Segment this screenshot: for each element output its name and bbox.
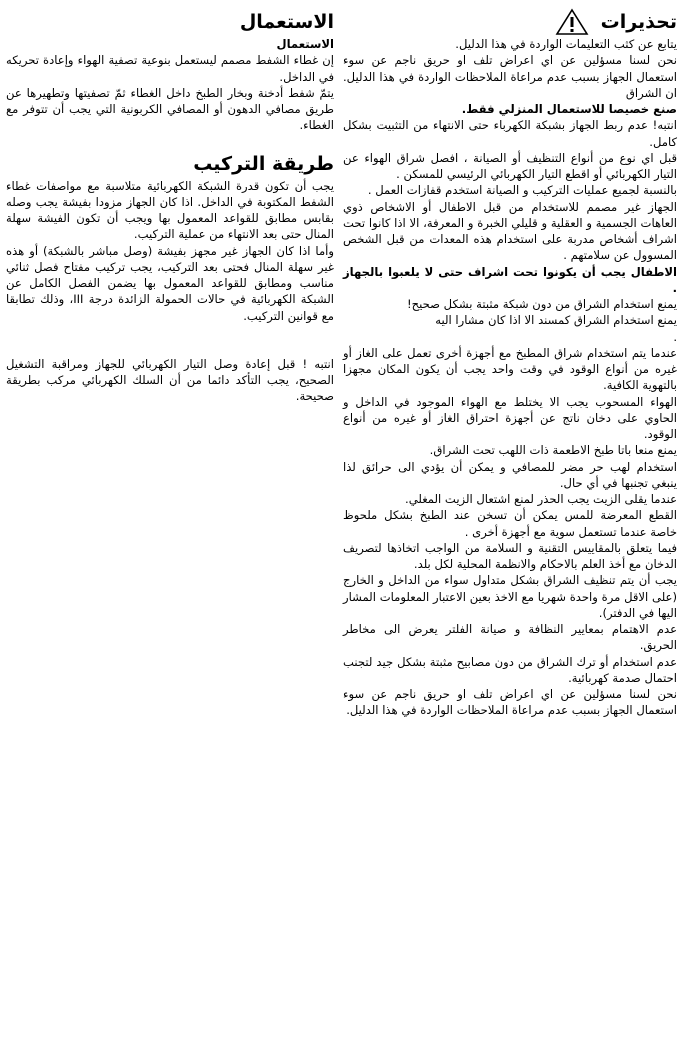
warnings-header: [343, 8, 677, 36]
warning-paragraph: يتابع عن كثب التعليمات الواردة في هذا الدليل.: [455, 37, 677, 51]
warning-paragraph: .: [673, 329, 677, 344]
warning-paragraph: عندما يقلى الزيت يجب الحذر لمنع اشتعال الزيت المغلي.: [405, 492, 677, 506]
warning-paragraph: نحن لسنا مسؤلين عن اي اعراض تلف او حريق ناجم عن سوء استعمال الجهاز بسبب عدم مراعاة الملاحظات الواردة في هذا الدليل. ان الشراق: [343, 53, 677, 100]
warnings-title: تحذيرات: [600, 11, 677, 33]
warning-paragraph: يمنع استخدام الشراق من دون شبكة مثبتة بشكل صحيح!: [407, 297, 677, 311]
warning-paragraph: الجهاز غير مصمم للاستخدام من قبل الاطفال أو الاشخاص ذوي العاهات الجسمية و العقلية و قليلي الخبرة و المعرفة، الا اذا كانوا تحت اشراف أشخاص مدربة على استخدام هذه المعدات من قبل الشخص المسوول عن سلامتهم .: [343, 199, 677, 263]
warning-paragraph: استخدام لهب حر مضر للمصافي و يمكن أن يؤدي الى حرائق لذا ينبغي تجنبها في أي حال.: [343, 459, 677, 490]
warning-paragraph: قبل اي نوع من أنواع التنظيف أو الصيانة ، افصل شراق الهواء عن التيار الكهربائي أو اقطع التيار الكهربائي الرئيسي للمسكن .: [343, 150, 677, 181]
warnings-column: [343, 8, 677, 719]
warning-paragraph: فيما يتعلق بالمقاييس التقنية و السلامة من الواجب اتخاذها لتصريف الدخان مع أخذ العلم بالاحكام والانظمة المحلية لكل بلد.: [343, 540, 677, 571]
usage-title: الاستعمال: [239, 11, 334, 33]
installation-paragraph: يجب أن تكون قدرة الشبكة الكهربائية متلاسبة مع مواصفات غطاء الشفط المكتوبة في الداخل. اذا كان الجهاز مزودا بفيشة يجب وصله بقابس مطابق للقواعد المعمول بها ويجب أن تكون الفيشة سهلة المنال حتى بعد الانتهاء من عملية التركيب.: [6, 178, 334, 242]
usage-paragraph: إن غطاء الشفط مصمم ليستعمل بنوعية تصفية الهواء وإعادة تحريكه في الداخل.: [6, 53, 334, 84]
warning-paragraph: عدم استخدام أو ترك الشراق من دون مصابيح مثبتة بشكل جيد لتجنب احتمال صدمة كهربائية.: [343, 654, 677, 685]
usage-subtitle: الاستعمال: [276, 37, 334, 51]
warning-paragraph: يمنع منعا باتا طبخ الاطعمة ذات اللهب تحت الشراق.: [429, 443, 677, 458]
warning-paragraph: نحن لسنا مسؤلين عن اي اعراض تلف او حريق ناجم عن سوء استعمال الجهاز بسبب عدم مراعاة الملاحظات الواردة في هذا الدليل.: [343, 687, 677, 718]
usage-column: [6, 8, 334, 405]
spacer: [6, 134, 334, 150]
warning-paragraph: صنع خصيصا للاستعمال المنزلي فقط.: [461, 102, 677, 116]
installation-notice: انتبه ! قبل إعادة وصل التيار الكهربائي للجهاز ومراقبة التشغيل الصحيح، يجب التأكد دائما من أن السلك الكهربائي مركب بطريقة صحيحة.: [6, 356, 334, 404]
warning-paragraph: يمنع استخدام الشراق كمسند الا اذا كان مشارا اليه: [435, 313, 677, 328]
installation-paragraph: وأما اذا كان الجهاز غير مجهز بفيشة (وصل مباشر بالشبكة) أو هذه غير سهلة المنال فحتى بعد التركيب، يجب تركيب مفتاح فصل ثنائي مناسب ومطابق للقواعد المعمول بها يضمن الفصل الكامل عن الشبكة الكهربائية في حالات الحمولة الزائدة درجة III، وذلك تطابقا مع قوانين التركيب.: [6, 243, 335, 323]
warning-paragraph: انتبه! عدم ربط الجهاز بشبكة الكهرباء حتى الانتهاء من التثبيت بشكل كامل.: [343, 118, 677, 149]
spacer: [6, 324, 334, 356]
warning-triangle-icon: [555, 8, 589, 36]
usage-paragraph: يتمّ شفط أدخنة وبخار الطبخ داخل الغطاء ثمّ تصفيتها وتطهيرها عن طريق مصافي الدهون أو المصافي الكربونية التي يجب أن تتوفر مع الغطاء.: [6, 85, 334, 133]
warning-paragraph: الاطفال يجب أن يكونوا تحت اشراف حتى لا يلعبوا بالجهاز .: [343, 264, 677, 295]
warning-paragraph: عندما يتم استخدام شراق المطبخ مع أجهزة أخرى تعمل على الغاز أو غيره من أنواع الوقود في وقت واحد يجب أن يكون المكان مجهزا بالتهوية الكافية.: [343, 345, 677, 393]
warning-paragraph: القطع المعرضة للمس يمكن أن تسخن عند الطبخ بشكل ملحوظ خاصة عندما تستعمل سوية مع أجهزة أخرى .: [343, 508, 677, 539]
warning-paragraph: الهواء المسحوب يجب الا يختلط مع الهواء الموجود في الداخل و الحاوي على دخان ناتج عن أجهزة احتراق الغاز أو غيره من أنواع الوقود.: [343, 394, 677, 441]
warning-paragraph: عدم الاهتمام بمعايير النظافة و صيانة الفلتر يعرض الى مخاطر الحريق.: [343, 622, 677, 653]
warning-paragraph: يجب أن يتم تنظيف الشراق بشكل متداول سواء من الداخل و الخارج (على الاقل مرة واحدة شهريا مع الاخذ بعين الاعتبار المعلومات المشار اليها في الدفتر).: [343, 573, 677, 620]
installation-title: طريقة التركيب: [193, 152, 334, 175]
warning-paragraph: بالنسبة لجميع عمليات التركيب و الصيانة استخدم قفازات العمل .: [367, 183, 677, 198]
